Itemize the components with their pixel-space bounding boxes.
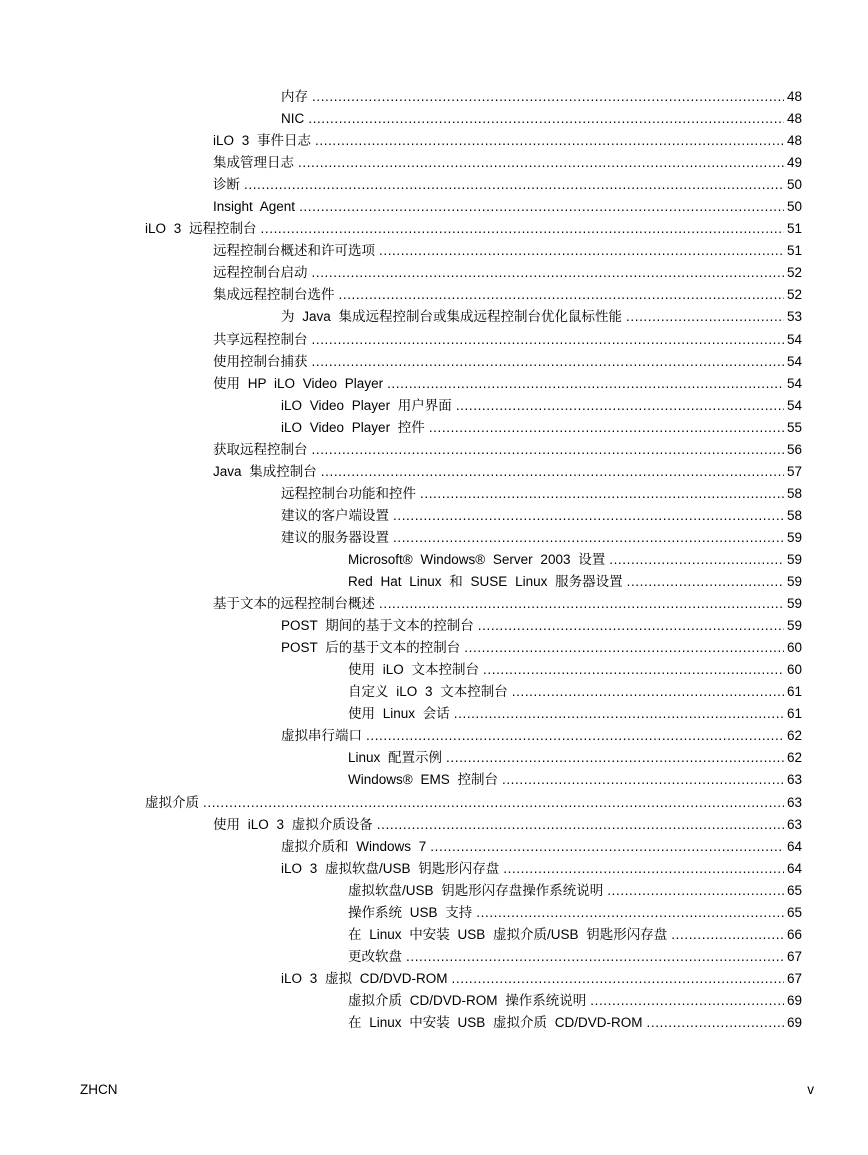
toc-entry-link[interactable]	[281, 417, 802, 439]
toc-entry-title: 诊断	[213, 177, 240, 193]
toc-entry-link[interactable]	[213, 814, 802, 836]
dot-leader	[339, 284, 784, 306]
toc-entry-title: 内存	[281, 89, 308, 104]
toc-entry-page-number: 52	[786, 265, 802, 281]
dot-leader	[590, 990, 784, 1012]
toc-entry-title: 使用 HP iLO Video Player	[213, 375, 384, 391]
dot-leader	[312, 329, 784, 351]
toc-entry-link[interactable]	[281, 968, 802, 990]
dot-leader	[387, 373, 784, 395]
dot-leader	[512, 681, 784, 703]
toc-row	[0, 814, 868, 836]
toc-entry-link[interactable]	[213, 174, 802, 196]
toc-entry-link[interactable]	[213, 262, 802, 284]
toc-entry-title: 虚拟串行端口	[281, 728, 362, 744]
toc-entry-link[interactable]	[281, 306, 802, 328]
table-of-contents	[0, 86, 868, 1034]
toc-entry-link[interactable]	[348, 902, 802, 924]
toc-entry-title: 使用 iLO 文本控制台	[348, 662, 480, 678]
toc-entry-page-number: 54	[786, 375, 802, 391]
toc-entry-page-number: 59	[786, 574, 802, 590]
toc-entry-page-number: 59	[786, 596, 802, 612]
dot-leader	[454, 703, 784, 725]
dot-leader	[366, 725, 784, 747]
toc-entry-page-number: 58	[786, 485, 802, 501]
toc-entry-page-number: 62	[786, 728, 802, 744]
toc-row	[0, 240, 868, 262]
toc-entry-link[interactable]	[145, 218, 802, 240]
toc-row	[0, 395, 868, 417]
dot-leader	[607, 880, 784, 902]
dot-leader	[483, 659, 784, 681]
toc-row	[0, 174, 868, 196]
toc-row	[0, 946, 868, 968]
toc-entry-title: 建议的客户端设置	[281, 507, 389, 523]
toc-row	[0, 703, 868, 725]
toc-entry-title: 使用 Linux 会话	[348, 706, 450, 722]
toc-entry-title: iLO 3 虚拟软盘/USB 钥匙形闪存盘	[281, 860, 500, 876]
toc-entry-page-number: 59	[786, 529, 802, 545]
dot-leader	[478, 615, 784, 637]
toc-entry-page-number: 49	[786, 155, 802, 171]
toc-entry-title: 操作系统 USB 支持	[348, 904, 473, 920]
dot-leader	[312, 262, 784, 284]
toc-entry-link[interactable]	[213, 196, 802, 218]
toc-entry-title: 集成远程控制台选件	[213, 287, 335, 303]
toc-row	[0, 196, 868, 218]
dot-leader	[393, 527, 784, 549]
toc-row	[0, 792, 868, 814]
toc-entry-page-number: 65	[786, 882, 802, 898]
dot-leader	[312, 351, 784, 373]
toc-entry-title: 使用 iLO 3 虚拟介质设备	[213, 816, 373, 832]
toc-entry-page-number: 57	[786, 463, 802, 479]
toc-entry-page-number: 55	[786, 419, 802, 435]
toc-entry-page-number: 64	[786, 860, 802, 876]
toc-entry-title: iLO Video Player 控件	[281, 419, 425, 435]
toc-entry-link[interactable]	[348, 1012, 802, 1034]
toc-entry-link[interactable]	[213, 152, 802, 174]
toc-row	[0, 108, 868, 130]
dot-leader	[420, 483, 784, 505]
toc-entry-page-number: 48	[786, 111, 802, 127]
toc-row	[0, 417, 868, 439]
toc-row	[0, 990, 868, 1012]
dot-leader	[626, 306, 784, 328]
toc-entry-page-number: 61	[786, 706, 802, 722]
toc-entry-page-number: 50	[786, 199, 802, 215]
toc-entry-page-number: 61	[786, 684, 802, 700]
toc-entry-link[interactable]	[348, 681, 802, 703]
toc-entry-page-number: 65	[786, 904, 802, 920]
toc-entry-link[interactable]	[281, 527, 802, 549]
dot-leader	[261, 218, 784, 240]
toc-row	[0, 769, 868, 791]
dot-leader	[452, 968, 784, 990]
toc-entry-page-number: 58	[786, 507, 802, 523]
toc-entry-link[interactable]	[348, 549, 802, 571]
toc-entry-link[interactable]	[281, 483, 802, 505]
toc-row	[0, 284, 868, 306]
toc-entry-title: 远程控制台启动	[213, 265, 308, 281]
toc-entry-link[interactable]	[348, 703, 802, 725]
toc-row	[0, 924, 868, 946]
dot-leader	[647, 1012, 784, 1034]
toc-entry-title: POST 后的基于文本的控制台	[281, 640, 461, 656]
toc-entry-link[interactable]	[145, 792, 802, 814]
toc-entry-page-number: 48	[786, 89, 802, 104]
toc-entry-title: 基于文本的远程控制台概述	[213, 596, 375, 612]
toc-entry-link[interactable]	[281, 836, 802, 858]
dot-leader	[315, 130, 784, 152]
toc-entry-page-number: 66	[786, 926, 802, 942]
toc-entry-title: 更改软盘	[348, 948, 402, 964]
toc-row	[0, 858, 868, 880]
toc-entry-title: 共享远程控制台	[213, 331, 308, 347]
toc-entry-title: 在 Linux 中安装 USB 虚拟介质 CD/DVD-ROM	[348, 1014, 643, 1030]
toc-row	[0, 681, 868, 703]
toc-entry-link[interactable]	[281, 108, 802, 130]
toc-entry-title: Linux 配置示例	[348, 750, 443, 766]
toc-entry-link[interactable]	[213, 439, 802, 461]
toc-row	[0, 152, 868, 174]
toc-entry-link[interactable]	[213, 373, 802, 395]
toc-entry-title: 在 Linux 中安装 USB 虚拟介质/USB 钥匙形闪存盘	[348, 926, 668, 942]
dot-leader	[464, 637, 784, 659]
toc-row	[0, 439, 868, 461]
dot-leader	[298, 152, 784, 174]
toc-entry-page-number: 63	[786, 772, 802, 788]
toc-entry-title: Windows® EMS 控制台	[348, 772, 498, 788]
toc-entry-link[interactable]	[348, 659, 802, 681]
toc-row	[0, 262, 868, 284]
toc-entry-title: Microsoft® Windows® Server 2003 设置	[348, 551, 606, 567]
toc-entry-title: 虚拟介质	[145, 794, 199, 810]
toc-entry-link[interactable]	[348, 990, 802, 1012]
toc-entry-link[interactable]	[213, 240, 802, 262]
toc-entry-title: 自定义 iLO 3 文本控制台	[348, 684, 508, 700]
toc-entry-link[interactable]	[281, 858, 802, 880]
toc-entry-link[interactable]	[281, 505, 802, 527]
toc-row	[0, 329, 868, 351]
toc-entry-link[interactable]	[281, 637, 802, 659]
toc-entry-title: iLO 3 远程控制台	[145, 221, 257, 237]
toc-row	[0, 902, 868, 924]
dot-leader	[446, 747, 784, 769]
toc-entry-page-number: 60	[786, 662, 802, 678]
toc-row	[0, 505, 868, 527]
dot-leader	[609, 549, 784, 571]
toc-entry-page-number: 50	[786, 177, 802, 193]
dot-leader	[312, 86, 784, 108]
toc-entry-title: iLO Video Player 用户界面	[281, 397, 452, 413]
dot-leader	[671, 924, 784, 946]
toc-entry-title: 建议的服务器设置	[281, 529, 389, 545]
toc-entry-page-number: 64	[786, 838, 802, 854]
footer-page-number: v	[807, 1082, 814, 1097]
toc-entry-page-number: 60	[786, 640, 802, 656]
toc-entry-link[interactable]	[348, 571, 802, 593]
toc-entry-title: 使用控制台捕获	[213, 353, 308, 369]
toc-entry-title: iLO 3 事件日志	[213, 133, 312, 149]
toc-entry-page-number: 62	[786, 750, 802, 766]
toc-entry-page-number: 54	[786, 331, 802, 347]
toc-entry-link[interactable]	[281, 615, 802, 637]
toc-entry-title: POST 期间的基于文本的控制台	[281, 618, 474, 634]
toc-entry-title: Java 集成控制台	[213, 463, 317, 479]
dot-leader	[321, 461, 784, 483]
toc-entry-page-number: 63	[786, 816, 802, 832]
dot-leader	[406, 946, 784, 968]
dot-leader	[312, 439, 784, 461]
toc-row	[0, 373, 868, 395]
toc-entry-title: 虚拟介质和 Windows 7	[281, 838, 427, 854]
toc-row	[0, 86, 868, 108]
toc-row	[0, 130, 868, 152]
toc-row	[0, 306, 868, 328]
toc-entry-page-number: 67	[786, 948, 802, 964]
toc-row	[0, 527, 868, 549]
toc-entry-page-number: 51	[786, 243, 802, 259]
toc-entry-title: 虚拟介质 CD/DVD-ROM 操作系统说明	[348, 992, 587, 1008]
toc-row	[0, 483, 868, 505]
toc-entry-page-number: 63	[786, 794, 802, 810]
toc-entry-title: Red Hat Linux 和 SUSE Linux 服务器设置	[348, 574, 623, 590]
toc-row	[0, 1012, 868, 1034]
toc-entry-title: Insight Agent	[213, 199, 296, 215]
dot-leader	[308, 108, 784, 130]
toc-entry-title: 远程控制台概述和许可选项	[213, 243, 375, 259]
toc-entry-title: 集成管理日志	[213, 155, 294, 171]
toc-entry-title: 虚拟软盘/USB 钥匙形闪存盘操作系统说明	[348, 882, 604, 898]
toc-entry-title: 远程控制台功能和控件	[281, 485, 416, 501]
toc-row	[0, 461, 868, 483]
toc-entry-link[interactable]	[348, 769, 802, 791]
dot-leader	[299, 196, 784, 218]
toc-entry-page-number: 59	[786, 618, 802, 634]
dot-leader	[429, 417, 784, 439]
toc-entry-page-number: 53	[786, 309, 802, 325]
toc-entry-page-number: 54	[786, 353, 802, 369]
toc-entry-title: NIC	[281, 111, 305, 127]
toc-entry-link[interactable]	[213, 130, 802, 152]
toc-row	[0, 968, 868, 990]
toc-row	[0, 218, 868, 240]
toc-row	[0, 747, 868, 769]
toc-row	[0, 725, 868, 747]
toc-entry-title: 获取远程控制台	[213, 441, 308, 457]
toc-row	[0, 351, 868, 373]
toc-entry-link[interactable]	[213, 593, 802, 615]
toc-entry-link[interactable]	[348, 946, 802, 968]
toc-entry-page-number: 69	[786, 992, 802, 1008]
toc-entry-page-number: 67	[786, 970, 802, 986]
dot-leader	[379, 240, 784, 262]
toc-entry-page-number: 51	[786, 221, 802, 237]
toc-entry-page-number: 52	[786, 287, 802, 303]
toc-entry-link[interactable]	[213, 461, 802, 483]
toc-entry-link[interactable]	[281, 725, 802, 747]
dot-leader	[502, 769, 784, 791]
toc-entry-page-number: 69	[786, 1014, 802, 1030]
toc-row	[0, 593, 868, 615]
toc-row	[0, 571, 868, 593]
toc-entry-title: 为 Java 集成远程控制台或集成远程控制台优化鼠标性能	[281, 309, 623, 325]
toc-entry-link[interactable]	[213, 284, 802, 306]
dot-leader	[244, 174, 784, 196]
toc-entry-page-number: 48	[786, 133, 802, 149]
toc-entry-link[interactable]	[213, 329, 802, 351]
dot-leader	[456, 395, 784, 417]
toc-row	[0, 637, 868, 659]
toc-entry-link[interactable]	[348, 880, 802, 902]
toc-row	[0, 659, 868, 681]
toc-entry-page-number: 56	[786, 441, 802, 457]
dot-leader	[430, 836, 784, 858]
toc-entry-page-number: 59	[786, 551, 802, 567]
toc-entry-link[interactable]	[348, 747, 802, 769]
footer-language-code: ZHCN	[80, 1082, 118, 1097]
toc-entry-link[interactable]	[348, 924, 802, 946]
dot-leader	[379, 593, 784, 615]
toc-entry-title: iLO 3 虚拟 CD/DVD-ROM	[281, 970, 448, 986]
toc-entry-link[interactable]	[281, 395, 802, 417]
toc-entry-link[interactable]	[281, 86, 802, 108]
toc-row	[0, 549, 868, 571]
dot-leader	[503, 858, 784, 880]
dot-leader	[203, 792, 784, 814]
dot-leader	[377, 814, 784, 836]
toc-entry-link[interactable]	[213, 351, 802, 373]
dot-leader	[627, 571, 784, 593]
dot-leader	[393, 505, 784, 527]
toc-entry-page-number: 54	[786, 397, 802, 413]
toc-row	[0, 836, 868, 858]
toc-row	[0, 880, 868, 902]
dot-leader	[476, 902, 784, 924]
toc-row	[0, 615, 868, 637]
